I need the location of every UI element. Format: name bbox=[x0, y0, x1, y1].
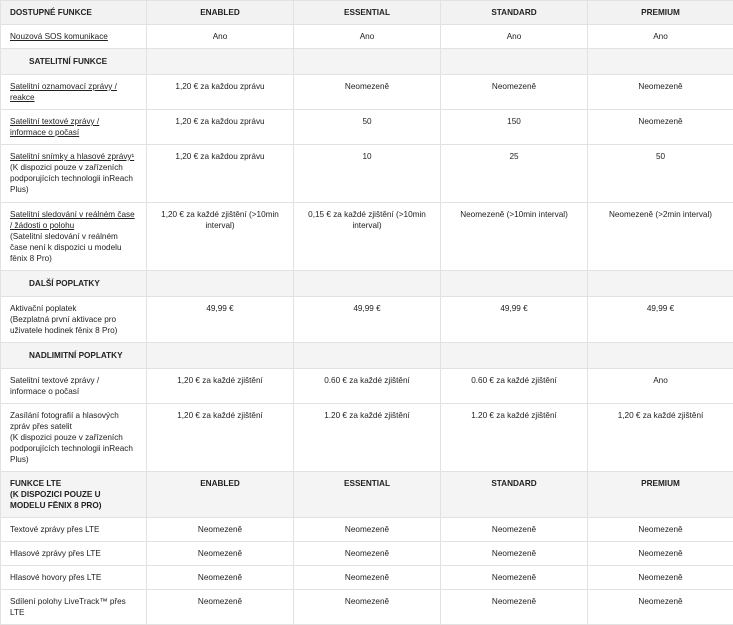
cell-value: Neomezeně bbox=[294, 518, 441, 542]
row-label bbox=[1, 297, 147, 343]
section-row bbox=[1, 271, 733, 297]
cell-value: 1,20 € za každé zjištění bbox=[147, 369, 294, 404]
cell-value: 1.20 € za každé zjištění bbox=[441, 404, 588, 472]
cell-value: 49,99 € bbox=[441, 297, 588, 343]
cell-value: Neomezeně bbox=[441, 518, 588, 542]
plan-header-essential: ESSENTIAL bbox=[294, 1, 441, 25]
row-label: Hlasové hovory přes LTE bbox=[1, 566, 147, 590]
table-row bbox=[1, 404, 733, 472]
cell-value: Neomezeně bbox=[588, 566, 733, 590]
cell-value: 25 bbox=[441, 145, 588, 203]
plan-header-standard: STANDARD bbox=[441, 1, 588, 25]
row-note: (K dispozici pouze v zařízeních podporujících technologii inReach Plus) bbox=[10, 162, 137, 195]
table-row bbox=[1, 110, 733, 145]
table-row bbox=[1, 145, 733, 203]
table-row bbox=[1, 25, 733, 49]
lte-plan-essential: ESSENTIAL bbox=[294, 472, 441, 518]
cell-value: Neomezeně bbox=[147, 590, 294, 625]
table-row bbox=[1, 203, 733, 271]
row-label bbox=[1, 203, 147, 271]
row-note: (Satelitní sledování v reálném čase není k dispozici u modelu fēnix 8 Pro) bbox=[10, 231, 137, 264]
cell-value: Neomezeně bbox=[294, 566, 441, 590]
lte-title: FUNKCE LTE bbox=[10, 479, 61, 488]
cell-value: Neomezeně bbox=[441, 542, 588, 566]
cell-value: Neomezeně bbox=[441, 75, 588, 110]
header-row bbox=[1, 1, 733, 25]
row-label: Sdílení polohy LiveTrack™ přes LTE bbox=[1, 590, 147, 625]
activation-label: Aktivační poplatek bbox=[10, 304, 76, 313]
cell-value: 49,99 € bbox=[294, 297, 441, 343]
section-title: SATELITNÍ FUNKCE bbox=[1, 49, 147, 75]
cell-value: 49,99 € bbox=[147, 297, 294, 343]
table-row bbox=[1, 518, 733, 542]
cell-value: 10 bbox=[294, 145, 441, 203]
feature-link[interactable]: Satelitní snímky a hlasové zprávy¹ bbox=[10, 152, 134, 161]
cell-value: Ano bbox=[441, 25, 588, 49]
cell-value: Neomezeně bbox=[294, 75, 441, 110]
lte-subtitle: (K DISPOZICI POUZE U MODELU FĒNIX 8 PRO) bbox=[10, 489, 137, 511]
cell-value: Neomezeně bbox=[588, 518, 733, 542]
cell-value: Neomezeně bbox=[294, 590, 441, 625]
cell-value: Neomezeně bbox=[588, 590, 733, 625]
overage-label: Zasílání fotografií a hlasových zpráv přes satelit bbox=[10, 411, 119, 431]
table-row bbox=[1, 75, 733, 110]
plan-header-premium: PREMIUM bbox=[588, 1, 733, 25]
cell-value: 1,20 € za každé zjištění bbox=[588, 404, 733, 472]
cell-value: 1,20 € za každou zprávu bbox=[147, 145, 294, 203]
row-label bbox=[1, 145, 147, 203]
section-row bbox=[1, 343, 733, 369]
cell-value: Ano bbox=[147, 25, 294, 49]
row-label: Hlasové zprávy přes LTE bbox=[1, 542, 147, 566]
section-row bbox=[1, 49, 733, 75]
section-title: DALŠÍ POPLATKY bbox=[1, 271, 147, 297]
table-row bbox=[1, 542, 733, 566]
cell-value: 1,20 € za každé zjištění (>10min interval) bbox=[147, 203, 294, 271]
cell-value: 1.20 € za každé zjištění bbox=[294, 404, 441, 472]
cell-value: 49,99 € bbox=[588, 297, 733, 343]
lte-plan-standard: STANDARD bbox=[441, 472, 588, 518]
cell-value: Neomezeně bbox=[588, 75, 733, 110]
cell-value: Neomezeně bbox=[441, 566, 588, 590]
row-label bbox=[1, 25, 147, 49]
cell-value: Neomezeně bbox=[588, 110, 733, 145]
cell-value: 1,20 € za každé zjištění bbox=[147, 404, 294, 472]
cell-value: 50 bbox=[294, 110, 441, 145]
cell-value: 150 bbox=[441, 110, 588, 145]
cell-value: Neomezeně bbox=[441, 590, 588, 625]
cell-value: Ano bbox=[588, 25, 733, 49]
cell-value: 1,20 € za každou zprávu bbox=[147, 110, 294, 145]
sos-link[interactable]: Nouzová SOS komunikace bbox=[10, 32, 108, 41]
cell-value: Ano bbox=[294, 25, 441, 49]
cell-value: 0.60 € za každé zjištění bbox=[294, 369, 441, 404]
table-row bbox=[1, 566, 733, 590]
plan-header-enabled: ENABLED bbox=[147, 1, 294, 25]
row-note: (Bezplatná první aktivace pro uživatele hodinek fēnix 8 Pro) bbox=[10, 314, 137, 336]
cell-value: Neomezeně bbox=[147, 542, 294, 566]
table-row bbox=[1, 369, 733, 404]
cell-value: 0.60 € za každé zjištění bbox=[441, 369, 588, 404]
table-row bbox=[1, 590, 733, 625]
cell-value: Neomezeně bbox=[147, 566, 294, 590]
cell-value: Neomezeně bbox=[147, 518, 294, 542]
feature-link[interactable]: Satelitní sledování v reálném čase / žádosti o polohu bbox=[10, 210, 135, 230]
table-row bbox=[1, 297, 733, 343]
row-label bbox=[1, 404, 147, 472]
cell-value: Neomezeně bbox=[588, 542, 733, 566]
lte-plan-premium: PREMIUM bbox=[588, 472, 733, 518]
cell-value: Neomezeně (>10min interval) bbox=[441, 203, 588, 271]
cell-value: Neomezeně (>2min interval) bbox=[588, 203, 733, 271]
cell-value: 0,15 € za každé zjištění (>10min interval) bbox=[294, 203, 441, 271]
section-title: NADLIMITNÍ POPLATKY bbox=[1, 343, 147, 369]
feature-link[interactable]: Satelitní oznamovací zprávy / reakce bbox=[10, 82, 117, 102]
lte-header bbox=[1, 472, 147, 518]
lte-plan-enabled: ENABLED bbox=[147, 472, 294, 518]
cell-value: 50 bbox=[588, 145, 733, 203]
features-header: DOSTUPNÉ FUNKCE bbox=[1, 1, 147, 25]
row-label: Textové zprávy přes LTE bbox=[1, 518, 147, 542]
lte-header-row bbox=[1, 472, 733, 518]
feature-link[interactable]: Satelitní textové zprávy / informace o počasí bbox=[10, 117, 99, 137]
row-note: (K dispozici pouze v zařízeních podporujících technologii inReach Plus) bbox=[10, 432, 137, 465]
cell-value: Ano bbox=[588, 369, 733, 404]
cell-value: 1,20 € za každou zprávu bbox=[147, 75, 294, 110]
cell-value: Neomezeně bbox=[294, 542, 441, 566]
row-label bbox=[1, 75, 147, 110]
row-label bbox=[1, 110, 147, 145]
row-label: Satelitní textové zprávy / informace o počasí bbox=[1, 369, 147, 404]
